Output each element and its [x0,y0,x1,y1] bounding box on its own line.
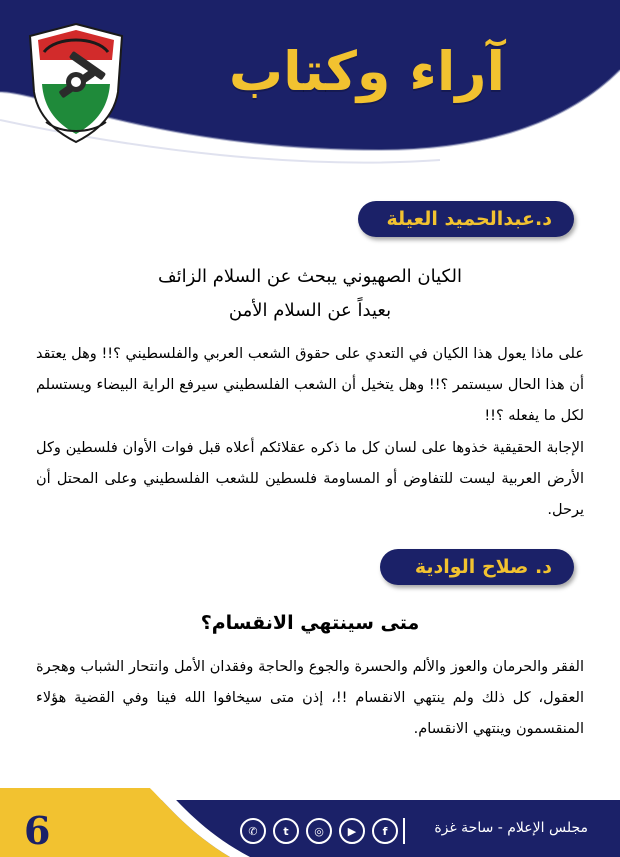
publisher-name: مجلس الإعلام - ساحة غزة [434,820,588,836]
footer-divider [403,818,405,844]
article-paragraph: الفقر والحرمان والعوز والألم والحسرة والجوع والحاجة وفقدان الأمل وانتحار الشباب وهجرة العقول، كل ذلك ولم ينتهي الانقسام !!، إذن متى سيخافوا الله فينا وفي القضية هؤلاء المنقسمون وينتهي الانقسام. [36,659,584,737]
social-links [240,818,398,844]
article-paragraph: الإجابة الحقيقية خذوها على لسان كل ما ذكره عقلائكم أعلاه قبل فوات الأوان فلسطين وكل الأرض العربية ليست للتفاوض أو المساومة فلسطين للشعب الفلسطيني وعلى المحتل أن يرحل. [36,440,584,518]
article-paragraph: على ماذا يعول هذا الكيان في التعدي على حقوق الشعب العربي والفلسطيني ؟!! وهل يعتقد أن هذا الحال سيستمر ؟!! وهل يتخيل أن الشعب الفلسطيني سيرفع الراية البيضاء ويستسلم لكل ما يفعله ؟!! [36,346,584,424]
section-title: آراء وكتاب [228,40,505,103]
article-title: الكيان الصهيوني يبحث عن السلام الزائف [158,266,462,287]
author-badge: د.عبدالحميد العيلة [358,201,574,237]
instagram-icon[interactable]: ◎ [306,818,332,844]
article-title: متى سينتهي الانقسام؟ [200,612,420,634]
whatsapp-icon[interactable]: ✆ [240,818,266,844]
page-number: 6 [24,808,51,853]
facebook-icon[interactable]: f [372,818,398,844]
author-badge: د. صلاح الوادية [380,549,574,585]
fatah-emblem-icon [26,22,126,144]
article-subtitle: بعيداً عن السلام الأمن [228,300,392,321]
youtube-icon[interactable]: ▶ [339,818,365,844]
twitter-icon[interactable]: t [273,818,299,844]
